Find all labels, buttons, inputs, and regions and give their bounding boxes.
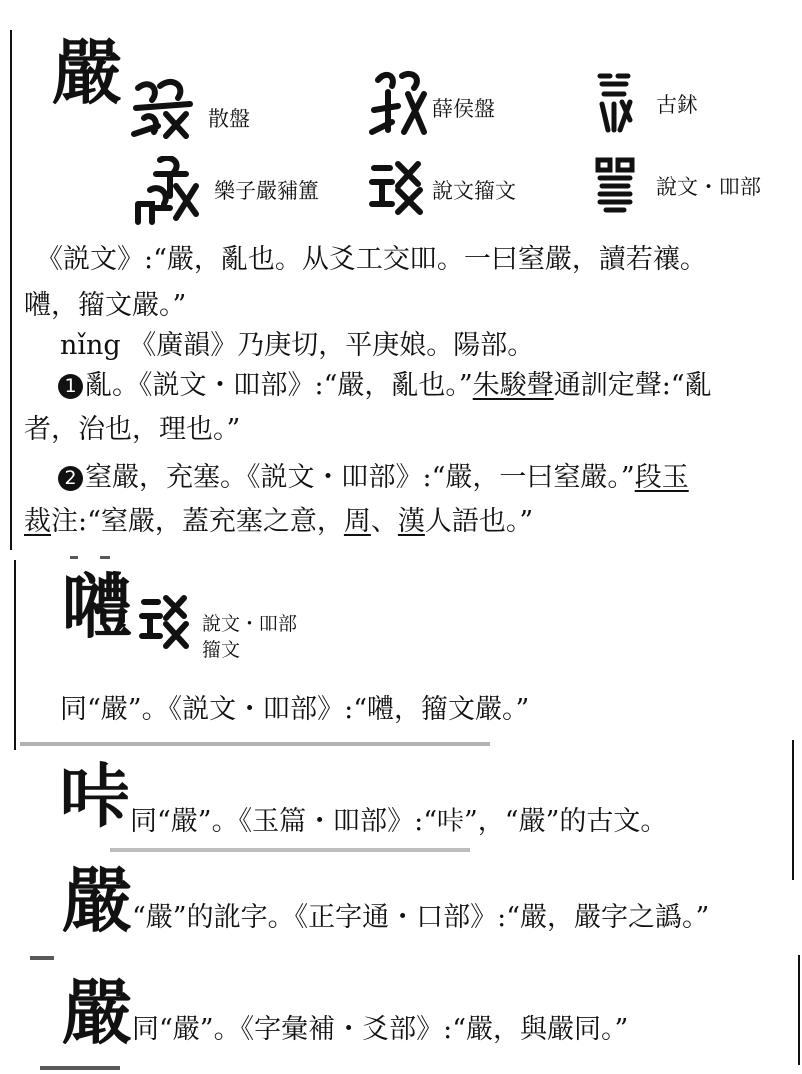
entry4-headword: 嚴 <box>62 859 130 942</box>
sense-1-text-a: 亂。《説文・吅部》:“嚴，亂也。” <box>85 370 473 401</box>
scan-noise <box>30 956 54 960</box>
left-margin-rule-lower <box>14 560 16 750</box>
sense-2-dynasty-1: 周 <box>343 506 371 537</box>
form-source-4: 樂子嚴豧簠 <box>214 179 319 203</box>
right-margin-rule <box>792 740 794 880</box>
form-source-3: 古鉥 <box>656 93 698 117</box>
entry1-line-2: 𡅏，籀文嚴。” <box>24 290 187 321</box>
form-source-5: 說文籀文 <box>432 179 516 203</box>
sense-1-number: 1 <box>58 374 83 399</box>
seal-glyph-6-icon <box>594 156 636 214</box>
entry5-headword: 嚴 <box>62 971 130 1054</box>
form-source-1: 散盤 <box>208 107 250 131</box>
seal-glyph-1-icon <box>130 78 202 140</box>
entry1-line-3: nǐng 《廣韻》乃庚切，平庚娘。陽部。 <box>60 330 535 361</box>
seal-glyph-4-icon <box>130 156 210 228</box>
entry3-headword: 𠱚 <box>60 755 128 838</box>
entry2-source-1: 說文・吅部 <box>202 613 298 635</box>
entry4-text: “嚴”的訛字。《正字通・口部》:“嚴，嚴字之譌。” <box>132 902 710 933</box>
sense-2-number: 2 <box>58 466 83 491</box>
entry2-text: 同“嚴”。《説文・吅部》:“𡅏，籀文嚴。” <box>60 694 530 725</box>
sense-2-line-2 <box>24 506 533 538</box>
sense-2-text-c: 人語也。” <box>424 506 534 537</box>
sense-1-line-1 <box>58 370 712 402</box>
scan-noise <box>110 848 470 852</box>
entry2-seal-glyph-icon <box>138 594 190 650</box>
right-margin-rule-lower <box>798 955 800 1065</box>
scan-noise <box>20 742 490 746</box>
scan-noise <box>40 1066 120 1070</box>
entry1-line-1: 《説文》:“嚴，亂也。从爻工交吅。一曰窒嚴，讀若禳。 <box>36 244 707 275</box>
sense-2-text-b: 注:“窒嚴，蓋充塞之意， <box>51 506 344 537</box>
entry5-text: 同“嚴”。《字彙補・爻部》:“嚴，與嚴同。” <box>132 1014 629 1045</box>
form-source-2: 薛侯盤 <box>432 97 495 121</box>
left-margin-rule <box>10 30 12 550</box>
seal-glyph-2-icon <box>368 70 430 136</box>
scan-noise <box>70 556 78 559</box>
scan-noise <box>100 556 110 559</box>
sense-2-dynasty-2: 漢 <box>397 506 425 537</box>
entry2-source-2: 籀文 <box>202 639 241 661</box>
sense-2-author-part-2: 裁 <box>24 506 51 537</box>
sense-1-text-b: 通訓定聲:“亂 <box>553 370 712 401</box>
sense-1-author: 朱駿聲 <box>472 370 554 401</box>
seal-glyph-3-icon <box>594 70 634 136</box>
entry2-headword: 𡅏 <box>62 565 130 648</box>
sense-2-line-1 <box>58 462 689 494</box>
sense-1-line-2: 者，治也，理也。” <box>24 414 241 445</box>
sense-2-text-a: 窒嚴，充塞。《説文・吅部》:“嚴，一曰窒嚴。” <box>85 462 635 493</box>
seal-glyph-5-icon <box>368 160 424 216</box>
sense-2-author-part-1: 段玉 <box>634 462 689 493</box>
entry1-headword: 嚴 <box>52 31 120 114</box>
sense-2-separator: 、 <box>370 506 398 537</box>
form-source-6: 說文・吅部 <box>656 175 761 199</box>
entry3-text: 同“嚴”。《玉篇・吅部》:“𠱚”，“嚴”的古文。 <box>130 806 668 837</box>
